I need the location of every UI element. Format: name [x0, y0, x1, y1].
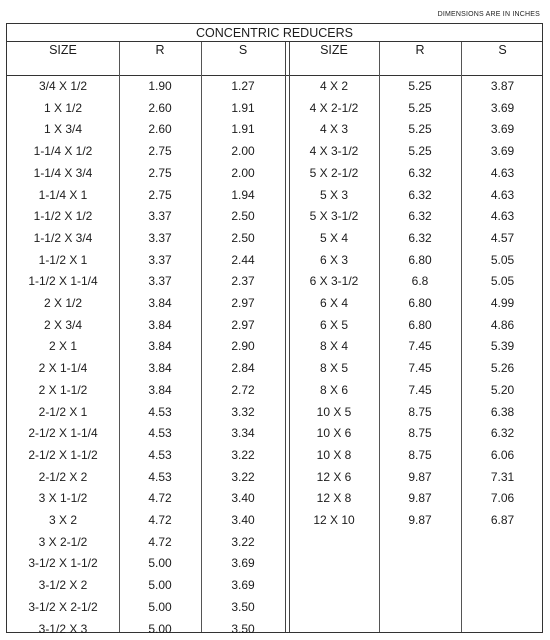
- concentric-reducers-table: [6, 23, 543, 636]
- left-cell-r: 3.37: [148, 252, 172, 267]
- left-cell-size: 1-1/2 X 3/4: [33, 230, 93, 245]
- dimensions-note: DIMENSIONS ARE IN INCHES: [437, 11, 540, 18]
- right-cell-size: 8 X 4: [319, 339, 349, 354]
- left-cell-r: 3.84: [148, 339, 172, 354]
- left-cell-size: 2 X 1-1/2: [38, 382, 88, 397]
- left-cell-s: 3.22: [231, 447, 255, 462]
- left-cell-r: 3.37: [148, 230, 172, 245]
- header-size-left: SIZE: [49, 43, 77, 57]
- right-cell-r: 8.75: [408, 426, 432, 441]
- right-cell-s: 4.63: [490, 165, 515, 180]
- right-cell-size: 4 X 3: [319, 122, 349, 137]
- left-cell-s: 3.50: [231, 621, 255, 636]
- left-cell-s: 2.00: [231, 165, 255, 180]
- right-cell-r: 9.87: [408, 469, 432, 484]
- right-cell-r: 6.32: [408, 230, 432, 245]
- left-cell-s: 1.91: [231, 100, 255, 115]
- left-cell-s: 1.91: [231, 122, 255, 137]
- left-cell-size: 3 X 2-1/2: [38, 534, 88, 549]
- left-cell-s: 2.97: [231, 317, 255, 332]
- left-cell-r: 4.53: [148, 426, 172, 441]
- left-cell-s: 3.40: [231, 491, 255, 506]
- left-cell-s: 2.44: [231, 252, 255, 267]
- left-cell-size: 2-1/2 X 1: [38, 404, 88, 419]
- left-cell-s: 3.40: [231, 513, 255, 527]
- right-cell-size: 6 X 4: [319, 296, 349, 310]
- left-cell-size: 2-1/2 X 1-1/4: [28, 426, 98, 441]
- right-cell-s: 5.20: [490, 382, 515, 397]
- right-cell-s: 4.63: [490, 187, 515, 202]
- right-cell-r: 6.32: [408, 165, 432, 180]
- right-cell-r: 6.80: [408, 252, 432, 267]
- left-cell-s: 2.72: [231, 382, 255, 397]
- right-cell-s: 3.87: [490, 79, 515, 93]
- left-cell-s: 2.90: [231, 339, 255, 354]
- left-cell-size: 2-1/2 X 1-1/2: [28, 447, 98, 462]
- left-cell-r: 4.72: [148, 491, 172, 506]
- left-cell-r: 4.53: [148, 469, 172, 484]
- left-cell-r: 2.75: [148, 165, 172, 180]
- left-cell-size: 3-1/2 X 2: [38, 578, 88, 593]
- left-cell-r: 3.84: [148, 382, 172, 397]
- left-cell-size: 1-1/2 X 1: [38, 252, 88, 267]
- right-cell-r: 9.87: [408, 513, 432, 527]
- right-cell-size: 4 X 2-1/2: [309, 100, 359, 115]
- left-cell-r: 4.72: [148, 513, 172, 527]
- left-cell-s: 3.50: [231, 599, 255, 614]
- right-cell-size: 5 X 4: [319, 230, 349, 245]
- header-r-right: R: [415, 43, 425, 57]
- right-cell-size: 5 X 2-1/2: [309, 165, 359, 180]
- right-cell-r: 6.8: [411, 274, 429, 289]
- left-cell-r: 5.00: [148, 621, 172, 636]
- right-cell-s: 7.31: [490, 469, 515, 484]
- right-cell-r: 9.87: [408, 491, 432, 506]
- right-cell-size: 8 X 5: [319, 361, 349, 376]
- right-cell-size: 6 X 3: [319, 252, 349, 267]
- left-cell-size: 1-1/2 X 1-1/4: [28, 274, 98, 289]
- right-cell-r: 7.45: [408, 361, 432, 376]
- left-cell-r: 3.84: [148, 317, 172, 332]
- left-cell-size: 2 X 1: [48, 339, 78, 354]
- left-cell-size: 1-1/2 X 1/2: [33, 209, 93, 224]
- left-cell-r: 3.84: [148, 296, 172, 310]
- right-cell-s: 6.38: [490, 404, 515, 419]
- right-cell-r: 6.80: [408, 296, 432, 310]
- table-title: CONCENTRIC REDUCERS: [7, 24, 542, 42]
- right-cell-size: 12 X 8: [316, 491, 352, 506]
- right-cell-s: 5.39: [490, 339, 515, 354]
- left-cell-s: 1.94: [231, 187, 255, 202]
- right-cell-r: 5.25: [408, 144, 432, 159]
- right-cell-size: 6 X 5: [319, 317, 349, 332]
- left-cell-s: 2.97: [231, 296, 255, 310]
- left-cell-s: 2.00: [231, 144, 255, 159]
- right-cell-size: 5 X 3-1/2: [309, 209, 359, 224]
- left-cell-size: 1 X 1/2: [43, 100, 83, 115]
- right-cell-r: 7.45: [408, 339, 432, 354]
- right-cell-size: 4 X 2: [319, 79, 349, 93]
- left-cell-r: 4.53: [148, 447, 172, 462]
- left-cell-r: 5.00: [148, 578, 172, 593]
- left-cell-r: 2.75: [148, 187, 172, 202]
- left-cell-r: 3.84: [148, 361, 172, 376]
- right-cell-r: 5.25: [408, 100, 432, 115]
- right-cell-r: 6.32: [408, 187, 432, 202]
- right-cell-r: 8.75: [408, 404, 432, 419]
- right-cell-size: 5 X 3: [319, 187, 349, 202]
- right-cell-s: 3.69: [490, 100, 515, 115]
- left-cell-s: 1.27: [231, 79, 255, 93]
- right-cell-s: 5.05: [490, 252, 515, 267]
- right-cell-size: 12 X 10: [313, 513, 355, 527]
- right-cell-r: 6.80: [408, 317, 432, 332]
- left-cell-size: 3-1/2 X 3: [38, 621, 88, 636]
- left-cell-r: 1.90: [148, 79, 172, 93]
- right-cell-s: 3.69: [490, 144, 515, 159]
- left-cell-size: 1 X 3/4: [43, 122, 83, 137]
- left-cell-r: 5.00: [148, 599, 172, 614]
- left-cell-size: 3 X 2: [48, 513, 78, 527]
- left-cell-s: 3.69: [231, 556, 255, 571]
- left-cell-s: 3.69: [231, 578, 255, 593]
- left-cell-s: 3.22: [231, 469, 255, 484]
- left-cell-r: 4.53: [148, 404, 172, 419]
- left-cell-size: 2 X 3/4: [43, 317, 83, 332]
- left-cell-r: 2.60: [148, 100, 172, 115]
- left-cell-size: 3 X 1-1/2: [38, 491, 88, 506]
- left-cell-size: 2 X 1/2: [43, 296, 83, 310]
- header-s-right: S: [498, 43, 507, 57]
- left-cell-s: 3.22: [231, 534, 255, 549]
- left-cell-s: 2.84: [231, 361, 255, 376]
- right-cell-s: 6.32: [490, 426, 515, 441]
- right-cell-size: 10 X 6: [316, 426, 352, 441]
- left-cell-r: 3.37: [148, 274, 172, 289]
- left-cell-size: 1-1/4 X 1/2: [33, 144, 93, 159]
- left-cell-r: 2.60: [148, 122, 172, 137]
- header-size-right: SIZE: [320, 43, 348, 57]
- left-cell-size: 2 X 1-1/4: [38, 361, 88, 376]
- right-cell-size: 12 X 6: [316, 469, 352, 484]
- right-cell-s: 4.99: [490, 296, 515, 310]
- left-cell-s: 2.37: [231, 274, 255, 289]
- left-cell-size: 2-1/2 X 2: [38, 469, 88, 484]
- left-cell-size: 3/4 X 1/2: [38, 79, 88, 93]
- right-cell-r: 5.25: [408, 79, 432, 93]
- left-cell-s: 2.50: [231, 230, 255, 245]
- right-cell-size: 10 X 5: [316, 404, 352, 419]
- right-cell-s: 4.86: [490, 317, 515, 332]
- right-cell-size: 6 X 3-1/2: [309, 274, 359, 289]
- left-cell-s: 3.34: [231, 426, 255, 441]
- left-cell-s: 2.50: [231, 209, 255, 224]
- right-cell-s: 6.87: [490, 513, 515, 527]
- header-r-left: R: [155, 43, 165, 57]
- right-cell-s: 6.06: [490, 447, 515, 462]
- right-cell-size: 4 X 3-1/2: [309, 144, 359, 159]
- left-cell-size: 3-1/2 X 2-1/2: [28, 599, 98, 614]
- right-cell-s: 4.57: [490, 230, 515, 245]
- left-cell-s: 3.32: [231, 404, 255, 419]
- right-cell-r: 5.25: [408, 122, 432, 137]
- right-cell-r: 6.32: [408, 209, 432, 224]
- right-cell-s: 3.69: [490, 122, 515, 137]
- right-cell-s: 5.05: [490, 274, 515, 289]
- left-cell-r: 4.72: [148, 534, 172, 549]
- left-cell-r: 3.37: [148, 209, 172, 224]
- right-cell-s: 4.63: [490, 209, 515, 224]
- left-cell-r: 2.75: [148, 144, 172, 159]
- right-cell-size: 8 X 6: [319, 382, 349, 397]
- right-cell-s: 7.06: [490, 491, 515, 506]
- left-cell-size: 3-1/2 X 1-1/2: [28, 556, 98, 571]
- header-s-left: S: [238, 43, 248, 57]
- left-cell-r: 5.00: [148, 556, 172, 571]
- right-cell-size: 10 X 8: [316, 447, 352, 462]
- right-cell-s: 5.26: [490, 361, 515, 376]
- right-cell-r: 8.75: [408, 447, 432, 462]
- right-cell-r: 7.45: [408, 382, 432, 397]
- left-cell-size: 1-1/4 X 3/4: [33, 165, 93, 180]
- left-cell-size: 1-1/4 X 1: [38, 187, 88, 202]
